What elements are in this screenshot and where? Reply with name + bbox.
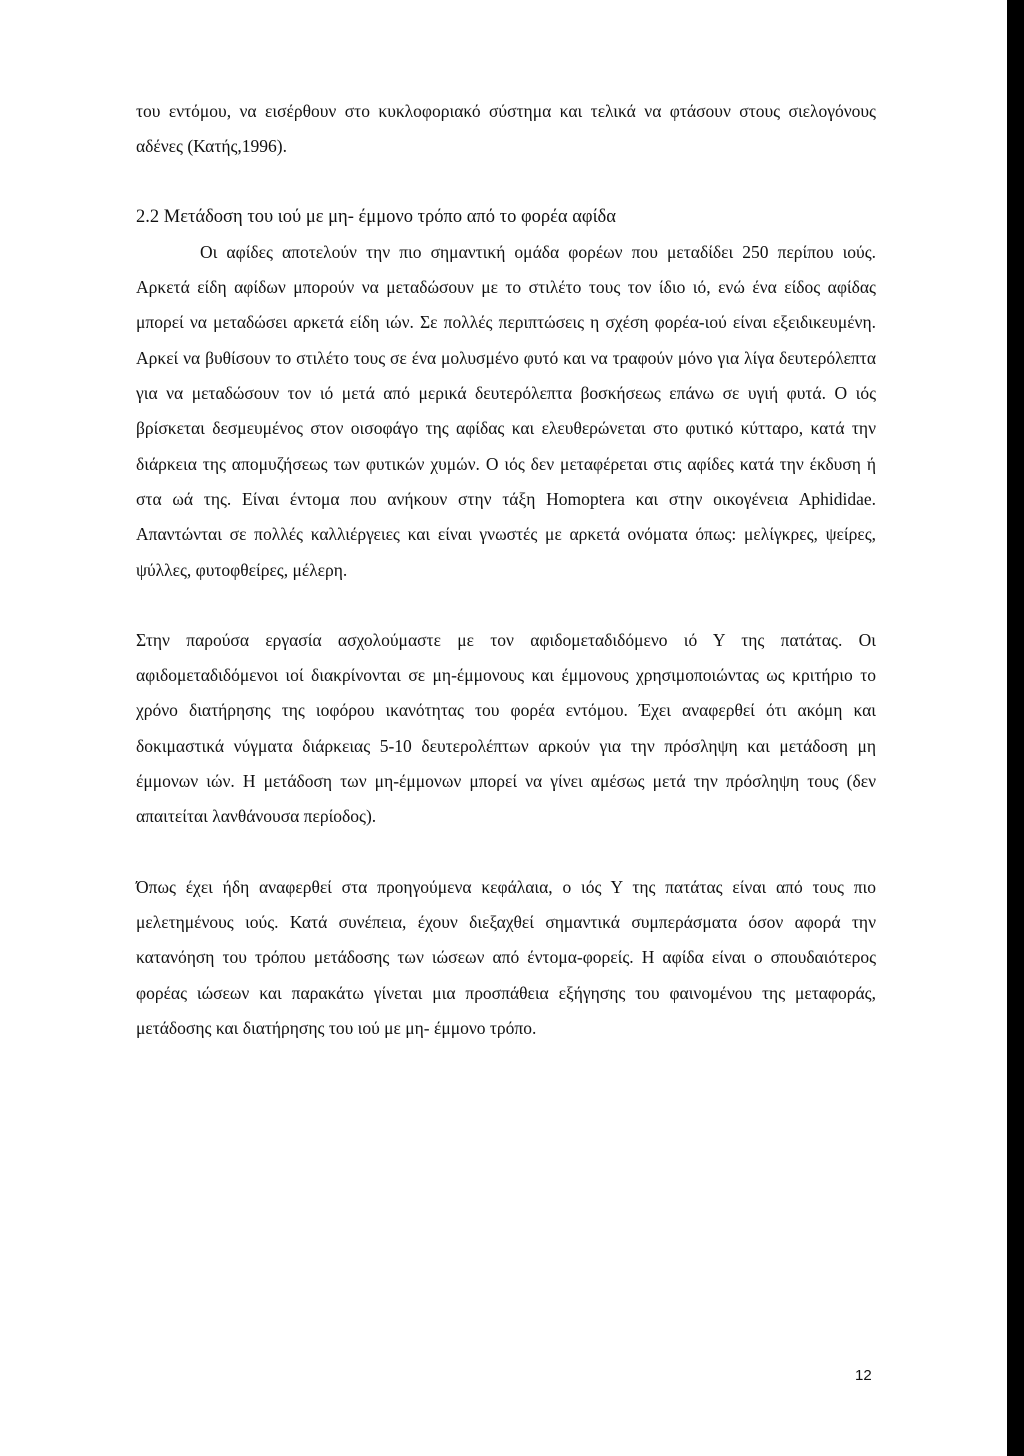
paragraph-pvy: Όπως έχει ήδη αναφερθεί στα προηγούμενα κεφάλαια, ο ιός Υ της πατάτας είναι από τους πιο μελετημένους ιούς. Κατά συνέπεια, έχουν διεξαχθεί σημαντικά συμπεράσματα όσον αφορά την κατανόηση του τρόπου μετάδοσης των ιώσεων από έντομα-φορείς. Η αφίδα είναι ο σπουδαιότερος φορέας ιώσεων και παρακάτω γίνεται μια προσπάθεια εξήγησης του φαινομένου της μεταφοράς, μετάδοσης και διατήρησης του ιού με μη- έμμονο τρόπο. xyxy=(136,876,876,1038)
section-heading: 2.2 Μετάδοση του ιού με μη- έμμονο τρόπο από το φορέα αφίδα xyxy=(136,206,616,227)
page-content xyxy=(136,94,876,1046)
paragraph-current-work: Στην παρούσα εργασία ασχολούμαστε με τον αφιδομεταδιδόμενο ιό Υ της πατάτας. Οι αφιδομεταδιδόμενοι ιοί διακρίνονται σε μη-έμμονους και έμμονους χρησιμοποιώντας ως κριτήριο το χρόνο διατήρησης της ιοφόρου ικανότητας του φορέα εντόμου. Έχει αναφερθεί ότι ακόμη και δοκιμαστικά νύγματα διάρκειας 5-10 δευτερολέπτων αρκούν για την πρόσληψη και μετάδοση μη έμμονων ιών. Η μετάδοση των μη-έμμονων μπορεί να γίνει αμέσως μετά την πρόσληψη τους (δεν απαιτείται λανθάνουσα περίοδος). xyxy=(136,629,876,827)
page-number: 12 xyxy=(855,1367,872,1384)
paragraph-aphids: Οι αφίδες αποτελούν την πιο σημαντική ομάδα φορέων που μεταδίδει 250 περίπου ιούς. Αρκετά είδη αφίδων μπορούν να μεταδώσουν με το στιλέτο τους τον ίδιο ιό, ενώ ένα είδος αφίδας μπορεί να μεταδώσει αρκετά είδη ιών. Σε πολλές περιπτώσεις η σχέση φορέα-ιού είναι εξειδικευμένη. Αρκεί να βυθίσουν το στιλέτο τους σε ένα μολυσμένο φυτό και να τραφούν μόνο για λίγα δευτερόλεπτα για να μεταδώσουν τον ιό μετά από μερικά δευτερόλεπτα βοσκήσεως επάνω σε υγιή φυτά. Ο ιός βρίσκεται δεσμευμένος στον οισοφάγο της αφίδας και ελευθερώνεται στο φυτικό κύτταρο, κατά την διάρκεια της απομυζήσεως των φυτικών χυμών. Ο ιός δεν μεταφέρεται στις αφίδες κατά την έκδυση ή στα ωά της. Είναι έντομα που ανήκουν στην τάξη Homoptera και στην οικογένεια Aphididae. Απαντώνται σε πολλές καλλιέργειες και είναι γνωστές με αρκετά ονόματα όπως: μελίγκρες, ψείρες, ψύλλες, φυτοφθείρες, μέλερη. xyxy=(136,241,876,580)
paragraph-continuation: του εντόμου, να εισέρθουν στο κυκλοφοριακό σύστημα και τελικά να φτάσουν στους σιελογόνους αδένες (Κατής,1996). xyxy=(136,101,876,157)
